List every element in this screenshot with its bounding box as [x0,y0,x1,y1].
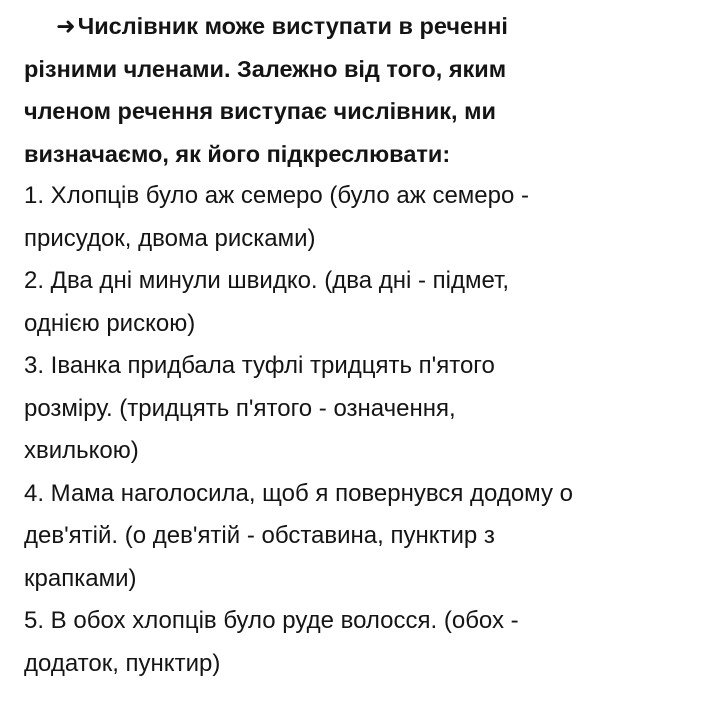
intro-line [24,5,704,48]
intro-line: визначаємо, як його підкреслювати: [24,140,451,167]
list-item-line: хвилькою) [24,437,139,464]
list-item [24,600,704,685]
list-item-line: 5. В обох хлопців було руде волосся. (обох - [24,607,519,634]
list-item [24,473,704,601]
list-item-line: додаток, пунктир) [24,649,221,677]
list-item-line: 4. Мама наголосила, щоб я повернувся додому о [24,479,573,507]
list-item-line: 3. Іванка придбала туфлі тридцять п'ятого [24,352,495,379]
example-list [24,175,704,685]
intro-line: різними членами. Залежно від того, яким [24,55,507,82]
intro-paragraph [24,5,704,175]
document-body [24,0,704,685]
list-item-line: дев'ятій. (о дев'ятій - обставина, пунктир з [24,522,495,549]
arrow-icon: ➜ [56,13,76,39]
list-item-line: однією рискою) [24,309,196,337]
list-item [24,175,704,260]
intro-line: членом речення виступає числівник, ми [24,98,496,124]
list-item-line: розміру. (тридцять п'ятого - означення, [24,394,456,422]
list-item-line: 2. Два дні минули швидко. (два дні - підмет, [24,267,510,294]
list-item [24,345,704,473]
list-item-line: 1. Хлопців було аж семеро (було аж семеро - [24,182,530,209]
list-item-line: присудок, двома рисками) [24,224,316,252]
list-item-line: крапками) [24,564,137,592]
intro-line-text: Числівник може виступати в реченні [77,13,508,39]
list-item [24,260,704,345]
